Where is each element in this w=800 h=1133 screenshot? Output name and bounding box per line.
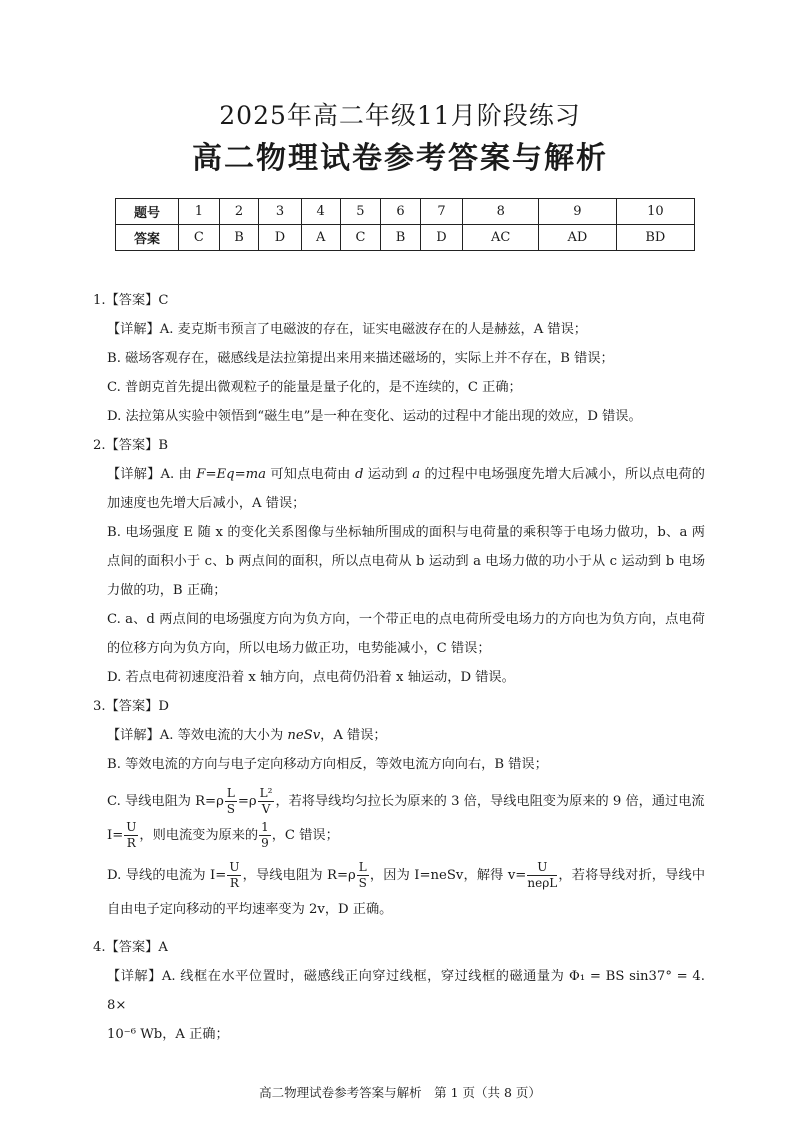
q1-detail-d: D. 法拉第从实验中领悟到“磁生电”是一种在变化、运动的过程中才能出现的效应，D 错误。: [107, 409, 642, 424]
question-number: 9: [539, 199, 617, 225]
q3-detail-b: B. 等效电流的方向与电子定向移动方向相反，等效电流方向向右，B 错误；: [107, 757, 548, 772]
q3-detail-a-text: 【详解】A. 等效电流的大小为: [107, 728, 288, 743]
q2-detail-a-text: 可知点电荷由: [265, 467, 355, 482]
solutions-body: [93, 286, 705, 1049]
exam-title: 2025年高二年级11月阶段练习: [219, 101, 581, 130]
q2-point-d: d: [354, 467, 364, 482]
q3-c-text: ，C 错误；: [271, 828, 339, 843]
q3-d-text: ，若将导线对折，导线中自由电子定向移动的平均速率变为 2v，D 正确。: [107, 868, 706, 917]
q2-detail-a-text: 的过程中电场强度先增大后减小，所以点电荷的加速度也先增大后减小，A 错误；: [107, 467, 705, 511]
fraction: [258, 786, 275, 817]
question-number: 4: [301, 199, 340, 225]
fraction: [357, 860, 369, 891]
q2-formula: F=Eq=ma: [196, 467, 266, 482]
q1-detail-c: C. 普朗克首先提出微观粒子的能量是量子化的，是不连续的，C 正确；: [107, 380, 522, 395]
q3-detail-a: [93, 721, 705, 750]
q3-detail-a-text: ，A 错误；: [320, 728, 387, 743]
answer-row: [116, 225, 695, 251]
q2-detail-c: C. a、d 两点间的电场强度方向为负方向，一个带正电的点电荷所受电场力的方向也为负方向，点电荷的位移方向为负方向，所以电场力做正功，电势能减小，C 错误；: [107, 612, 705, 656]
q3-d-text: ，导线电阻为 R=ρ: [242, 868, 356, 883]
fraction-denominator: S: [358, 876, 367, 890]
q3-d-text: D. 导线的电流为 I=: [107, 868, 227, 883]
question-number: 1: [179, 199, 220, 225]
fraction-denominator: V: [261, 802, 271, 816]
q3-answer: 3.【答案】D: [93, 699, 169, 714]
answer-cell: C: [340, 225, 381, 251]
answer-cell: D: [259, 225, 302, 251]
q3-d-text: ，因为 I=neSv，解得 v=: [369, 868, 527, 883]
q4-detail-a: 【详解】A. 线框在水平位置时，磁感线正向穿过线框，穿过线框的磁通量为 Φ₁ = BS sin37° = 4. 8×: [107, 969, 705, 1013]
document-title: 高二物理试卷参考答案与解析: [192, 141, 608, 176]
fraction-numerator: L: [358, 860, 367, 874]
row-label-answer: 答案: [116, 225, 179, 251]
fraction: [527, 860, 557, 891]
question-number: 8: [463, 199, 539, 225]
question-number: 2: [219, 199, 258, 225]
fraction-denominator: 9: [261, 836, 269, 850]
q3-c-text: I=: [107, 828, 124, 843]
page-footer: 高二物理试卷参考答案与解析 第 1 页（共 8 页）: [259, 1085, 541, 1100]
answer-cell: D: [420, 225, 463, 251]
fraction: [124, 820, 138, 851]
q3-c-text: ，则电流变为原来的: [139, 828, 259, 843]
answer-cell: BD: [616, 225, 694, 251]
q2-detail-d: D. 若点电荷初速度沿着 x 轴方向，点电荷仍沿着 x 轴运动，D 错误。: [107, 670, 515, 685]
question-number: 7: [420, 199, 463, 225]
fraction-denominator: S: [226, 802, 235, 816]
q2-detail-a-text: 【详解】A. 由: [107, 467, 197, 482]
fraction-denominator: R: [126, 836, 136, 850]
q2-detail-a-text: 运动到: [363, 467, 413, 482]
fraction-denominator: neρL: [527, 876, 558, 890]
q2-point-a: a: [412, 467, 421, 482]
q1-detail-a: 【详解】A. 麦克斯韦预言了电磁波的存在，证实电磁波存在的人是赫兹，A 错误；: [107, 322, 587, 337]
answer-cell: B: [381, 225, 420, 251]
fraction: [227, 860, 241, 891]
question-number: 5: [340, 199, 381, 225]
question-number: 3: [259, 199, 302, 225]
q2-detail-a: [93, 460, 705, 518]
q2-detail-b: B. 电场强度 E 随 x 的变化关系图像与坐标轴所围成的面积与电荷量的乘积等于电场力做功，b、a 两点间的面积小于 c、b 两点间的面积，所以点电荷从 b 运动到 a 电场力做的功小于从 c 运动到 b 电场力做的功，B 正确；: [107, 525, 705, 598]
q4-detail-a-cont: 10⁻⁶ Wb，A 正确；: [107, 1027, 229, 1042]
q4-answer: 4.【答案】A: [93, 940, 168, 955]
answer-cell: B: [219, 225, 258, 251]
row-label-number: 题号: [116, 199, 179, 225]
fraction-numerator: L: [226, 786, 235, 800]
fraction: [225, 786, 237, 817]
q2-answer: 2.【答案】B: [93, 438, 169, 453]
answer-table: [115, 198, 695, 251]
fraction-numerator: 1: [261, 820, 269, 834]
q3-formula: neSv: [287, 728, 321, 743]
answer-cell: AD: [539, 225, 617, 251]
q3-c-text: C. 导线电阻为 R=ρ: [107, 794, 224, 809]
fraction-numerator: U: [229, 860, 240, 874]
fraction: [259, 820, 271, 851]
q1-detail-b: B. 磁场客观存在，磁感线是法拉第提出来用来描述磁场的，实际上并不存在，B 错误；: [107, 351, 614, 366]
q3-detail-d: [93, 859, 705, 927]
fraction-denominator: R: [229, 876, 239, 890]
question-number: 10: [616, 199, 694, 225]
question-number: 6: [381, 199, 420, 225]
fraction-numerator: U: [126, 820, 137, 834]
fraction-numerator: U: [527, 860, 557, 876]
q1-answer: 1.【答案】C: [93, 293, 169, 308]
answer-cell: A: [301, 225, 340, 251]
q3-detail-c: [93, 785, 705, 853]
answer-cell: C: [179, 225, 220, 251]
fraction-numerator: L²: [259, 786, 273, 800]
q3-c-text: =ρ: [237, 794, 257, 809]
answer-cell: AC: [463, 225, 539, 251]
q3-c-text: ，若将导线均匀拉长为原来的 3 倍，导线电阻变为原来的 9 倍，通过电流: [275, 794, 705, 809]
question-number-row: [116, 199, 695, 225]
